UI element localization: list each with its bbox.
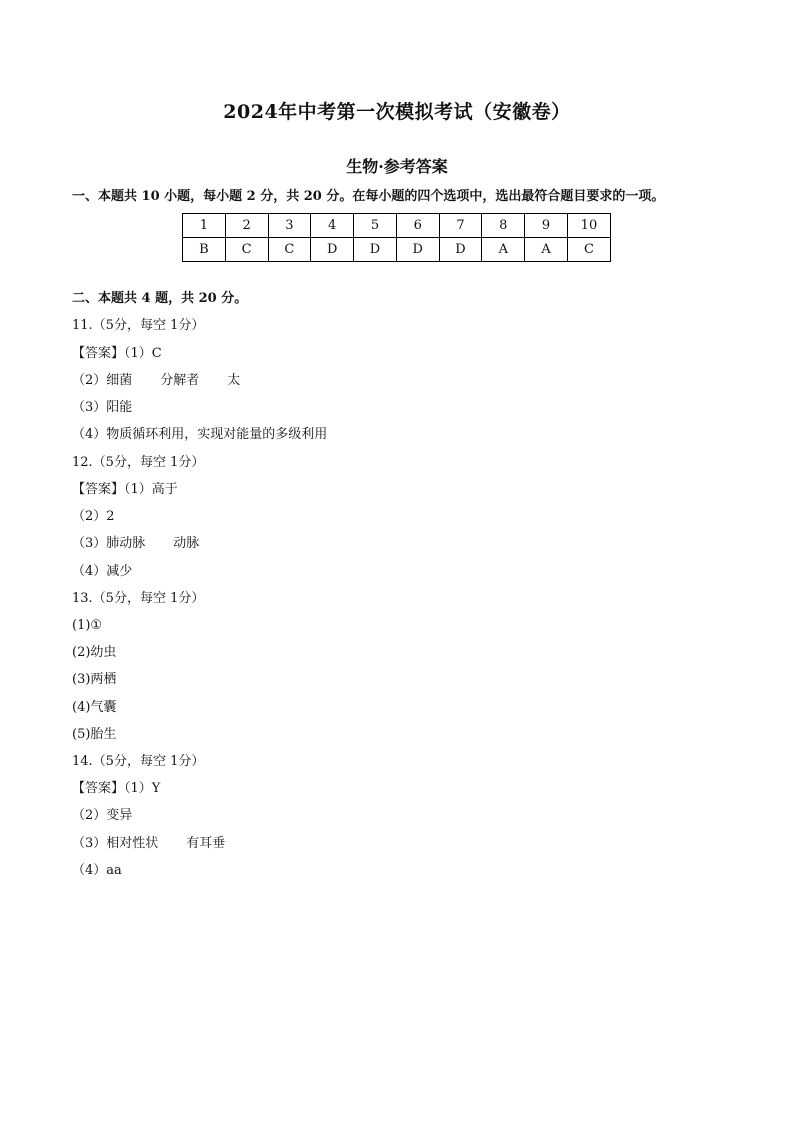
- answer-cell: C: [567, 238, 610, 262]
- q14-answer-4: （4）aa: [72, 863, 122, 878]
- q12-answer-3b: 动脉: [173, 536, 200, 551]
- q14-answer-3a: （3）相对性状: [72, 836, 159, 851]
- q11-answer-2a: （2）细菌: [72, 373, 133, 388]
- q12-header: 12.（5分，每空 1分）: [72, 455, 205, 470]
- question-number: 9: [525, 214, 568, 238]
- answer-cell: B: [183, 238, 226, 262]
- q11-answer-4: （4）物质循环利用，实现对能量的多级利用: [72, 427, 328, 442]
- q13-answer-1: (1)①: [72, 618, 103, 633]
- question-number: 6: [396, 214, 439, 238]
- q13-answer-2: (2)幼虫: [72, 645, 117, 660]
- q14-header: 14.（5分，每空 1分）: [72, 754, 205, 769]
- question-number: 1: [183, 214, 226, 238]
- q13-header: 13.（5分，每空 1分）: [72, 591, 205, 606]
- page-title: 2024年中考第一次模拟考试（安徽卷）: [223, 101, 571, 123]
- answer-cell: C: [225, 238, 268, 262]
- q13-answer-4: (4)气囊: [72, 700, 117, 715]
- q11-header: 11.（5分，每空 1分）: [72, 318, 205, 333]
- page-subtitle: 生物·参考答案: [346, 157, 448, 176]
- question-number: 10: [567, 214, 610, 238]
- q14-answer-1: 【答案】（1）Y: [72, 781, 161, 796]
- answer-cell: A: [482, 238, 525, 262]
- q11-answer-2c: 太: [227, 373, 241, 388]
- section1-heading: 一、本题共 10 小题，每小题 2 分，共 20 分。在每小题的四个选项中，选出最符合题目要求的一项。: [72, 189, 665, 204]
- q12-answer-3a: （3）肺动脉: [72, 536, 146, 551]
- question-number: 2: [225, 214, 268, 238]
- q13-answer-5: (5)胎生: [72, 727, 117, 742]
- question-number: 5: [354, 214, 397, 238]
- q14-answer-3: [72, 836, 225, 852]
- q11-answer-2: [72, 373, 240, 389]
- answer-cell: D: [354, 238, 397, 262]
- answer-table-number-row: [183, 214, 611, 238]
- answer-table: [182, 213, 611, 262]
- answer-cell: A: [525, 238, 568, 262]
- q11-answer-1: 【答案】（1）C: [72, 346, 162, 361]
- q12-answer-3: [72, 536, 199, 552]
- question-number: 8: [482, 214, 525, 238]
- section2-heading: 二、本题共 4 题，共 20 分。: [72, 291, 248, 306]
- answer-table-answer-row: [183, 238, 611, 262]
- q11-answer-3: （3）阳能: [72, 400, 133, 415]
- question-number: 7: [439, 214, 482, 238]
- answer-cell: D: [439, 238, 482, 262]
- question-number: 4: [311, 214, 354, 238]
- answer-cell: D: [311, 238, 354, 262]
- answer-cell: D: [396, 238, 439, 262]
- q12-answer-2: （2）2: [72, 509, 115, 524]
- q12-answer-4: （4）减少: [72, 564, 133, 579]
- q12-answer-1: 【答案】（1）高于: [72, 482, 178, 497]
- q11-answer-2b: 分解者: [160, 373, 200, 388]
- answer-cell: C: [268, 238, 311, 262]
- question-number: 3: [268, 214, 311, 238]
- q14-answer-3b: 有耳垂: [186, 836, 226, 851]
- q13-answer-3: (3)两栖: [72, 672, 117, 687]
- q14-answer-2: （2）变异: [72, 808, 133, 823]
